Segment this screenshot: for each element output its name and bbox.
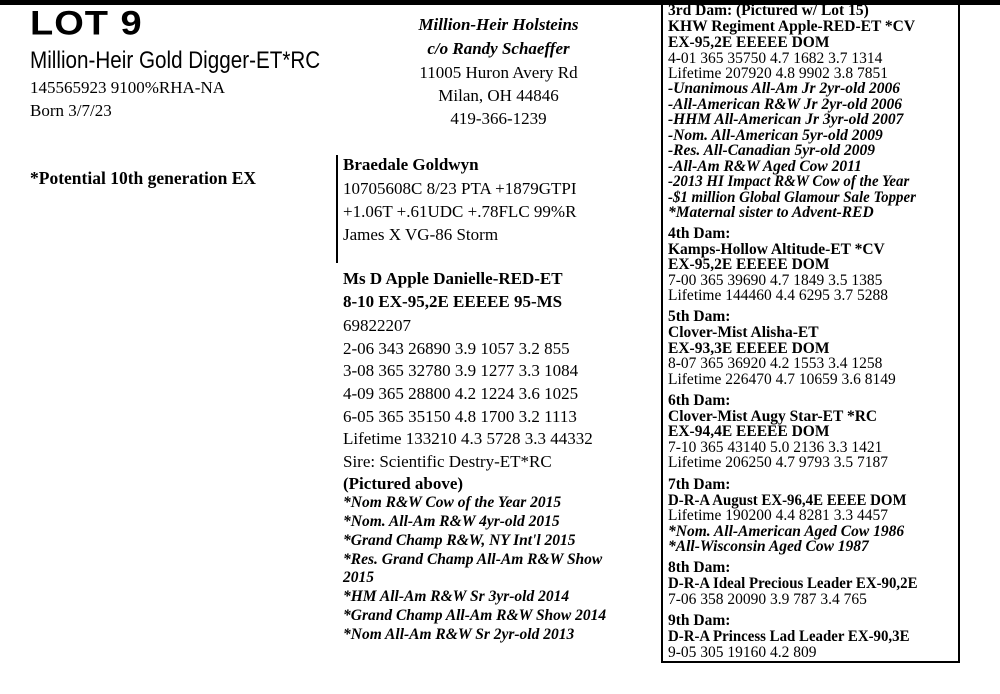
dam-classification: 8-10 EX-95,2E EEEEE 95-MS (343, 292, 563, 311)
dam-award: *Nom R&W Cow of the Year 2015 (343, 494, 562, 511)
fifth-dam-heading: 5th Dam: (668, 308, 731, 325)
consignor-contact: c/o Randy Schaeffer (427, 39, 570, 58)
third-dam-class: EX-95,2E EEEEE DOM (668, 34, 830, 51)
animal-name: Million-Heir Gold Digger-ET*RC (30, 47, 321, 74)
seventh-dam-lifetime: Lifetime 190200 4.4 8281 3.3 4457 (668, 507, 888, 524)
third-dam-award: -All-American R&W Jr 2yr-old 2006 (668, 96, 902, 113)
dam-award: *Nom All-Am R&W Sr 2yr-old 2013 (343, 626, 575, 643)
lot-number: LOT 9 (30, 5, 143, 43)
seventh-dam-award: *All-Wisconsin Aged Cow 1987 (668, 538, 869, 555)
sire-divider (336, 155, 338, 263)
sixth-dam-name: Clover-Mist Augy Star-ET *RC (668, 408, 878, 425)
sire-line-3: James X VG-86 Storm (343, 225, 499, 244)
ninth-dam-record: 9-05 305 19160 4.2 809 (668, 644, 817, 661)
ninth-dam-name: D-R-A Princess Lad Leader EX-90,3E (668, 628, 910, 645)
dam-record: 6-05 365 35150 4.8 1700 3.2 1113 (343, 407, 577, 426)
fourth-dam-name: Kamps-Hollow Altitude-ET *CV (668, 241, 885, 258)
consignor-address: 11005 Huron Avery Rd (419, 63, 578, 82)
eighth-dam-heading: 8th Dam: (668, 559, 731, 576)
fifth-dam-name: Clover-Mist Alisha-ET (668, 324, 819, 341)
animal-born: Born 3/7/23 (30, 101, 112, 120)
third-dam-award: *Maternal sister to Advent-RED (668, 204, 874, 221)
fourth-dam-heading: 4th Dam: (668, 225, 731, 242)
consignor-farm: Million-Heir Holsteins (418, 15, 579, 34)
dam-award: *Res. Grand Champ All-Am R&W Show (343, 551, 603, 568)
eighth-dam-record: 7-06 358 20090 3.9 787 3.4 765 (668, 591, 867, 608)
ninth-dam-heading: 9th Dam: (668, 612, 731, 629)
third-dam-award: -Nom. All-American 5yr-old 2009 (668, 127, 883, 144)
dam-award: *Nom. All-Am R&W 4yr-old 2015 (343, 513, 560, 530)
seventh-dam-award: *Nom. All-American Aged Cow 1986 (668, 523, 905, 540)
third-dam-award: -2013 HI Impact R&W Cow of the Year (668, 173, 910, 190)
fifth-dam-lifetime: Lifetime 226470 4.7 10659 3.6 8149 (668, 371, 896, 388)
dam-name: Ms D Apple Danielle-RED-ET (343, 269, 563, 288)
third-dam-award: -$1 million Global Glamour Sale Topper (668, 189, 916, 206)
fourth-dam-record: 7-00 365 39690 4.7 1849 3.5 1385 (668, 272, 883, 289)
dam-award: 2015 (343, 569, 374, 586)
fourth-dam-lifetime: Lifetime 144460 4.4 6295 3.7 5288 (668, 287, 888, 304)
dam-award: *Grand Champ All-Am R&W Show 2014 (343, 607, 607, 624)
fifth-dam-class: EX-93,3E EEEEE DOM (668, 340, 830, 357)
fourth-dam-class: EX-95,2E EEEEE DOM (668, 256, 830, 273)
sire-line-1: 10705608C 8/23 PTA +1879GTPI (343, 179, 577, 198)
sixth-dam-heading: 6th Dam: (668, 392, 731, 409)
third-dam-record: 4-01 365 35750 4.7 1682 3.7 1314 (668, 50, 883, 67)
seventh-dam-heading: 7th Dam: (668, 476, 731, 493)
third-dam-heading: 3rd Dam: (Pictured w/ Lot 15) (668, 2, 869, 19)
dam-award: *Grand Champ R&W, NY Int'l 2015 (343, 532, 576, 549)
third-dam-name: KHW Regiment Apple-RED-ET *CV (668, 18, 916, 35)
dam-record: 3-08 365 32780 3.9 1277 3.3 1084 (343, 361, 579, 380)
dam-record: 2-06 343 26890 3.9 1057 3.2 855 (343, 339, 570, 358)
consignor-city: Milan, OH 44846 (438, 86, 559, 105)
sixth-dam-record: 7-10 365 43140 5.0 2136 3.3 1421 (668, 439, 883, 456)
dam-award: *HM All-Am R&W Sr 3yr-old 2014 (343, 588, 570, 605)
eighth-dam-name: D-R-A Ideal Precious Leader EX-90,2E (668, 575, 918, 592)
third-dam-award: -All-Am R&W Aged Cow 2011 (668, 158, 862, 175)
consignor-phone: 419-366-1239 (450, 109, 547, 128)
third-dam-lifetime: Lifetime 207920 4.8 9902 3.8 7851 (668, 65, 888, 82)
animal-id-line: 145565923 9100%RHA-NA (30, 78, 226, 97)
sixth-dam-lifetime: Lifetime 206250 4.7 9793 3.5 7187 (668, 454, 888, 471)
dam-lifetime: Lifetime 133210 4.3 5728 3.3 44332 (343, 429, 593, 448)
third-dam-award: -Unanimous All-Am Jr 2yr-old 2006 (668, 80, 900, 97)
animal-note: *Potential 10th generation EX (30, 168, 257, 188)
dam-record: 4-09 365 28800 4.2 1224 3.6 1025 (343, 384, 579, 403)
third-dam-award: -Res. All-Canadian 5yr-old 2009 (668, 142, 875, 159)
sixth-dam-class: EX-94,4E EEEEE DOM (668, 423, 830, 440)
sire-name: Braedale Goldwyn (343, 155, 479, 174)
dam-registration: 69822207 (343, 316, 411, 335)
sire-line-2: +1.06T +.61UDC +.78FLC 99%R (343, 202, 577, 221)
seventh-dam-name: D-R-A August EX-96,4E EEEE DOM (668, 492, 907, 509)
fifth-dam-record: 8-07 365 36920 4.2 1553 3.4 1258 (668, 355, 883, 372)
dam-pictured-note: (Pictured above) (343, 474, 464, 493)
dam-sire-line: Sire: Scientific Destry-ET*RC (343, 452, 552, 471)
third-dam-award: -HHM All-American Jr 3yr-old 2007 (668, 111, 904, 128)
